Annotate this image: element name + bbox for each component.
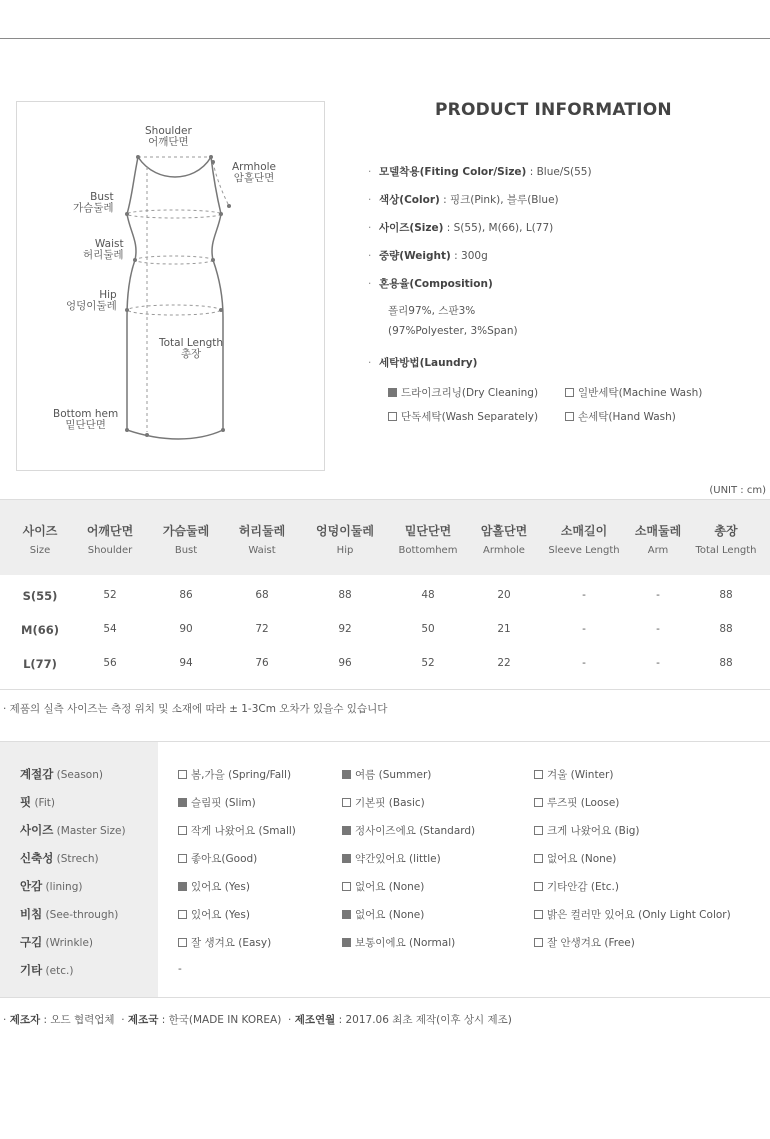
size-header-en: Armhole bbox=[483, 545, 525, 556]
unchecked-box-icon bbox=[534, 854, 543, 863]
feature-label-ko: 안감 bbox=[20, 879, 43, 893]
size-header-ko: 어깨단면 bbox=[86, 524, 134, 538]
unchecked-box-icon bbox=[178, 854, 187, 863]
feature-option bbox=[178, 851, 257, 866]
laundry-row: · 세탁방법(Laundry) bbox=[368, 357, 478, 369]
laundry-option bbox=[565, 385, 702, 400]
feature-label-ko: 핏 bbox=[20, 795, 32, 809]
composition-row: · 혼용율(Composition) bbox=[368, 278, 493, 290]
unchecked-box-icon bbox=[342, 882, 351, 891]
size-header-ko: 가슴둘레 bbox=[162, 524, 210, 538]
composition-ko: 폴리97%, 스판3% bbox=[388, 305, 476, 317]
feature-label-en: (lining) bbox=[42, 881, 83, 893]
feature-option bbox=[342, 907, 424, 922]
table-cell: 52 bbox=[103, 589, 117, 601]
size-table-divider bbox=[0, 689, 770, 690]
feature-option bbox=[534, 851, 616, 866]
size-header-en: Bust bbox=[174, 545, 198, 556]
feature-option-label: 작게 나왔어요 (Small) bbox=[191, 825, 296, 837]
checked-box-icon bbox=[178, 882, 187, 891]
feature-option-label: 밝은 컬러만 있어요 (Only Light Color) bbox=[547, 909, 731, 921]
size-header-ko: 엉덩이둘레 bbox=[316, 524, 374, 538]
feature-label-ko: 계절감 bbox=[20, 767, 54, 781]
table-cell: 50 bbox=[421, 623, 435, 635]
feature-label bbox=[20, 822, 126, 838]
composition-en: (97%Polyester, 3%Span) bbox=[388, 325, 518, 337]
checked-box-icon bbox=[388, 388, 397, 397]
size-header-ko: 암홀단면 bbox=[480, 524, 528, 538]
table-cell: 54 bbox=[103, 623, 117, 635]
weight-row: · 중량(Weight) : 300g bbox=[368, 250, 488, 262]
feature-option bbox=[178, 767, 291, 782]
feature-label-ko: 구김 bbox=[20, 935, 43, 949]
table-cell: 90 bbox=[179, 623, 193, 635]
unchecked-box-icon bbox=[534, 938, 543, 947]
feature-option-label: 정사이즈에요 (Standard) bbox=[355, 825, 476, 837]
table-cell: 88 bbox=[719, 589, 733, 601]
table-cell: 72 bbox=[255, 623, 269, 635]
feature-option-label: 잘 생겨요 (Easy) bbox=[191, 937, 272, 949]
feature-label-en: (Fit) bbox=[31, 797, 55, 809]
feature-option-label: - bbox=[178, 963, 182, 975]
table-cell: - bbox=[656, 589, 660, 601]
size-header-cell bbox=[623, 500, 693, 556]
size-header-ko: 밑단단면 bbox=[404, 524, 452, 538]
feature-option-label: 잘 안생겨요 (Free) bbox=[547, 937, 635, 949]
table-cell: L(77) bbox=[23, 657, 57, 671]
feature-option-label: 여름 (Summer) bbox=[355, 769, 432, 781]
feature-option bbox=[178, 879, 250, 894]
size-header-en: Sleeve Length bbox=[548, 545, 620, 556]
shoulder-label: Shoulder 어깨단면 bbox=[145, 125, 192, 148]
feature-option-label: 슬림핏 (Slim) bbox=[191, 797, 256, 809]
table-cell: 68 bbox=[255, 589, 269, 601]
unchecked-box-icon bbox=[534, 910, 543, 919]
size-header-en: Total Length bbox=[695, 545, 757, 556]
size-header-cell bbox=[300, 500, 390, 556]
size-header-ko: 허리둘레 bbox=[238, 524, 286, 538]
armhole-label: Armhole 암홀단면 bbox=[232, 161, 276, 184]
feature-option-label: 크게 나왔어요 (Big) bbox=[547, 825, 640, 837]
table-cell: 76 bbox=[255, 657, 269, 669]
feature-option-label: 겨울 (Winter) bbox=[547, 769, 614, 781]
feature-option bbox=[342, 935, 455, 950]
unchecked-box-icon bbox=[565, 412, 574, 421]
checked-box-icon bbox=[342, 854, 351, 863]
table-cell: - bbox=[582, 589, 586, 601]
table-cell: - bbox=[656, 657, 660, 669]
feature-option bbox=[342, 823, 475, 838]
unchecked-box-icon bbox=[534, 882, 543, 891]
laundry-option-label: 일반세탁(Machine Wash) bbox=[578, 387, 703, 399]
feature-option bbox=[342, 767, 431, 782]
table-cell: 48 bbox=[421, 589, 435, 601]
size-table-header bbox=[0, 499, 770, 575]
feature-option bbox=[534, 935, 635, 950]
table-cell: 20 bbox=[497, 589, 511, 601]
feature-option-label: 기본핏 (Basic) bbox=[355, 797, 425, 809]
laundry-option-label: 단독세탁(Wash Separately) bbox=[401, 411, 539, 423]
checked-box-icon bbox=[178, 798, 187, 807]
laundry-option bbox=[565, 409, 676, 424]
unchecked-box-icon bbox=[178, 938, 187, 947]
laundry-option-label: 드라이크리닝(Dry Cleaning) bbox=[401, 387, 539, 399]
bust-label: Bust 가슴둘레 bbox=[73, 191, 114, 214]
size-header-cell bbox=[466, 500, 542, 556]
size-note: · 제품의 실측 사이즈는 측정 위치 및 소재에 따라 ± 1-3Cm 오차가 있을수 있습니다 bbox=[3, 703, 388, 715]
size-header-en: Size bbox=[29, 545, 51, 556]
size-header-cell bbox=[148, 500, 224, 556]
feature-label bbox=[20, 794, 55, 810]
unchecked-box-icon bbox=[534, 798, 543, 807]
hip-label: Hip 엉덩이둘레 bbox=[66, 289, 117, 312]
measurement-diagram bbox=[16, 101, 325, 471]
feature-option-label: 있어요 (Yes) bbox=[191, 909, 250, 921]
feature-label-en: (Season) bbox=[53, 769, 103, 781]
unchecked-box-icon bbox=[565, 388, 574, 397]
size-header-ko: 총장 bbox=[714, 524, 738, 538]
color-row: · 색상(Color) : 핑크(Pink), 블루(Blue) bbox=[368, 194, 559, 206]
size-header-en: Waist bbox=[248, 545, 276, 556]
feature-option bbox=[342, 879, 424, 894]
feature-option bbox=[342, 851, 441, 866]
unchecked-box-icon bbox=[534, 770, 543, 779]
table-cell: 96 bbox=[338, 657, 352, 669]
size-header-ko: 소매둘레 bbox=[634, 524, 682, 538]
size-header-cell bbox=[5, 500, 75, 556]
feature-option bbox=[534, 879, 619, 894]
feature-label-en: (Master Size) bbox=[53, 825, 126, 837]
bottom-hem-label: Bottom hem 밑단단면 bbox=[53, 408, 119, 431]
unchecked-box-icon bbox=[178, 826, 187, 835]
feature-option-label: 있어요 (Yes) bbox=[191, 881, 250, 893]
table-cell: 88 bbox=[719, 623, 733, 635]
page-title: PRODUCT INFORMATION bbox=[435, 100, 672, 120]
feature-option-label: 없어요 (None) bbox=[355, 909, 425, 921]
size-header-cell bbox=[70, 500, 150, 556]
size-header-en: Hip bbox=[336, 545, 354, 556]
feature-label-ko: 사이즈 bbox=[20, 823, 54, 837]
feature-option-label: 보통이에요 (Normal) bbox=[355, 937, 456, 949]
table-cell: 94 bbox=[179, 657, 193, 669]
feature-option bbox=[534, 907, 731, 922]
feature-option-label: 없어요 (None) bbox=[547, 853, 617, 865]
table-cell: 21 bbox=[497, 623, 511, 635]
table-cell: - bbox=[582, 623, 586, 635]
feature-option-label: 루즈핏 (Loose) bbox=[547, 797, 620, 809]
feature-option-label: 봄,가을 (Spring/Fall) bbox=[191, 769, 292, 781]
feature-option-label: 약간있어요 (little) bbox=[355, 853, 441, 865]
feature-label bbox=[20, 934, 93, 950]
feature-option-label: 좋아요(Good) bbox=[191, 853, 258, 865]
size-header-cell bbox=[224, 500, 300, 556]
laundry-option bbox=[388, 385, 538, 400]
top-divider bbox=[0, 38, 770, 39]
feature-option bbox=[178, 963, 182, 975]
checked-box-icon bbox=[342, 938, 351, 947]
unchecked-box-icon bbox=[342, 798, 351, 807]
unchecked-box-icon bbox=[178, 910, 187, 919]
feature-option bbox=[178, 907, 250, 922]
size-row: · 사이즈(Size) : S(55), M(66), L(77) bbox=[368, 222, 554, 234]
feature-label-ko: 신축성 bbox=[20, 851, 54, 865]
feature-label-en: (Wrinkle) bbox=[42, 937, 94, 949]
table-cell: 56 bbox=[103, 657, 117, 669]
size-header-en: Shoulder bbox=[87, 545, 133, 556]
size-header-en: Bottomhem bbox=[398, 545, 458, 556]
feature-option bbox=[534, 823, 640, 838]
feature-label bbox=[20, 850, 99, 866]
total-length-label: Total Length 총장 bbox=[159, 337, 224, 360]
feature-label-en: (See-through) bbox=[42, 909, 119, 921]
feature-option bbox=[178, 935, 271, 950]
table-cell: S(55) bbox=[22, 589, 58, 603]
waist-label: Waist 허리둘레 bbox=[83, 238, 124, 261]
feature-divider bbox=[0, 997, 770, 998]
feature-label-en: (etc.) bbox=[42, 965, 74, 977]
feature-label bbox=[20, 962, 73, 978]
feature-label bbox=[20, 906, 118, 922]
size-header-en: Arm bbox=[647, 545, 669, 556]
feature-label bbox=[20, 766, 103, 782]
model-row: · 모델착용(Fiting Color/Size) : Blue/S(55) bbox=[368, 166, 592, 178]
table-cell: M(66) bbox=[21, 623, 59, 637]
table-cell: 22 bbox=[497, 657, 511, 669]
feature-option bbox=[534, 767, 613, 782]
feature-option-label: 없어요 (None) bbox=[355, 881, 425, 893]
unit-label: (UNIT : cm) bbox=[709, 485, 766, 496]
unchecked-box-icon bbox=[178, 770, 187, 779]
feature-label-ko: 비침 bbox=[20, 907, 43, 921]
feature-label bbox=[20, 878, 82, 894]
table-cell: 86 bbox=[179, 589, 193, 601]
table-cell: - bbox=[656, 623, 660, 635]
feature-option bbox=[342, 795, 425, 810]
laundry-option bbox=[388, 409, 538, 424]
checked-box-icon bbox=[342, 910, 351, 919]
size-header-cell bbox=[390, 500, 466, 556]
feature-label-en: (Strech) bbox=[53, 853, 99, 865]
checked-box-icon bbox=[342, 826, 351, 835]
laundry-option-label: 손세탁(Hand Wash) bbox=[578, 411, 676, 423]
feature-option bbox=[178, 795, 256, 810]
table-cell: 88 bbox=[719, 657, 733, 669]
feature-option bbox=[534, 795, 619, 810]
size-header-cell bbox=[686, 500, 766, 556]
table-cell: 88 bbox=[338, 589, 352, 601]
size-header-ko: 사이즈 bbox=[22, 524, 58, 538]
maker-info: · 제조자 : 오드 협력업체 · 제조국 : 한국(MADE IN KOREA) · 제조연월 : 2017.06 최초 제작(이후 상시 제조) bbox=[3, 1014, 512, 1026]
unchecked-box-icon bbox=[388, 412, 397, 421]
feature-label-ko: 기타 bbox=[20, 963, 43, 977]
feature-option-label: 기타안감 (Etc.) bbox=[547, 881, 619, 893]
feature-option bbox=[178, 823, 296, 838]
checked-box-icon bbox=[342, 770, 351, 779]
unchecked-box-icon bbox=[534, 826, 543, 835]
table-cell: 92 bbox=[338, 623, 352, 635]
size-header-cell bbox=[542, 500, 626, 556]
size-header-ko: 소매길이 bbox=[560, 524, 608, 538]
table-cell: - bbox=[582, 657, 586, 669]
table-cell: 52 bbox=[421, 657, 435, 669]
